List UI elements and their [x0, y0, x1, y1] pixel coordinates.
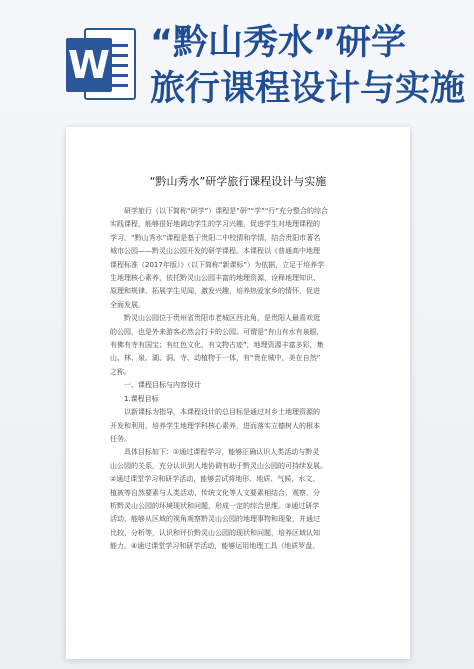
word-letter-badge: W [66, 38, 112, 92]
document-line: 能力。④通过课堂学习和研学活动，能够运用地理工具（地质罗盘、 [110, 542, 320, 551]
document-body [110, 205, 362, 554]
word-document-icon [66, 22, 136, 106]
document-line: 有佛有寺有国宝；有红色文化，有文物古迹”，地理资源丰富多彩，集 [110, 341, 324, 350]
document-line: 1.课程目标 [124, 394, 159, 403]
document-line: 山、林、泉、湖、洞、寺、动植物于一体，有“贵在城中，美在自然” [110, 354, 321, 363]
document-line: 课程标准（2017年版）》（以下简称“新课标”）为依据，立足于培养学 [110, 260, 325, 269]
document-line: 比较、分析等，认识和评价黔灵山公园的现状和问题，培养区域认知 [110, 528, 320, 537]
document-line: 开发和利用，培养学生地理学科核心素养，进而落实立德树人的根本 [110, 421, 320, 430]
document-line: 研学旅行（以下简称“研学”）课程是“研”“学”“行”充分整合的综合 [124, 207, 329, 215]
document-line: 以新课标为指导，本课程设计的总目标是通过对乡土地理资源的 [124, 408, 320, 417]
document-line: 之称。 [110, 367, 131, 376]
document-line: 的公园，也是外来游客必然会打卡的公园。可谓是“有山有水有泉眼， [110, 327, 324, 336]
document-line: 学习。“黔山秀水”课程是基于贵阳二中校情和学情，结合贵阳市著名 [110, 233, 321, 242]
document-line: ②通过课堂学习和研学活动，能够尝试将地形、地质、气候、水文、 [110, 475, 320, 484]
document-line: 具体目标如下：①通过课程学习，能够正确认识人类活动与黔灵 [124, 448, 320, 457]
document-line: 活动，能够从区域的视角观察黔灵山公园的地理事物和现象，并通过 [110, 515, 320, 524]
document-line: 生地理核心素养，依托黔灵山公园丰富的地理资源，诠释地理知识、 [110, 274, 320, 283]
document-line: 城市公园——黔灵山公园开发的研学课程。本课程以《普通高中地理 [110, 247, 320, 256]
document-line: 一、课程目标与内容设计 [124, 381, 201, 390]
banner-title-line-1: “黔山秀水”研学 [150, 23, 407, 63]
document-line: 黔灵山公园位于贵州省贵阳市老城区西北角，是贵阳人最喜欢逛 [124, 314, 320, 323]
document-line: 山公园的关系，充分认识到人地协调有助于黔灵山公园的可持续发展。 [110, 461, 327, 470]
document-line: 全面发展。 [110, 300, 145, 309]
document-line: 实践课程，能够很好地调动学生的学习兴趣，促进学生对地理课程的 [110, 220, 320, 229]
document-line: 任务。 [110, 434, 131, 443]
document-line: 原理和规律，拓展学生见闻，激发兴趣，培养热爱家乡的情怀，促进 [110, 287, 320, 296]
document-line: 植被等自然要素与人类活动、传统文化等人文要素相结合，观察、分 [110, 488, 320, 497]
document-title: “黔山秀水”研学旅行课程设计与实施 [149, 175, 327, 188]
document-line: 析黔灵山公园的环境现状和问题，形成一定的综合思维。③通过研学 [110, 501, 320, 510]
document-page [66, 127, 410, 659]
banner-title [150, 20, 470, 112]
banner-title-line-2: 旅行课程设计与实施 [150, 69, 466, 109]
